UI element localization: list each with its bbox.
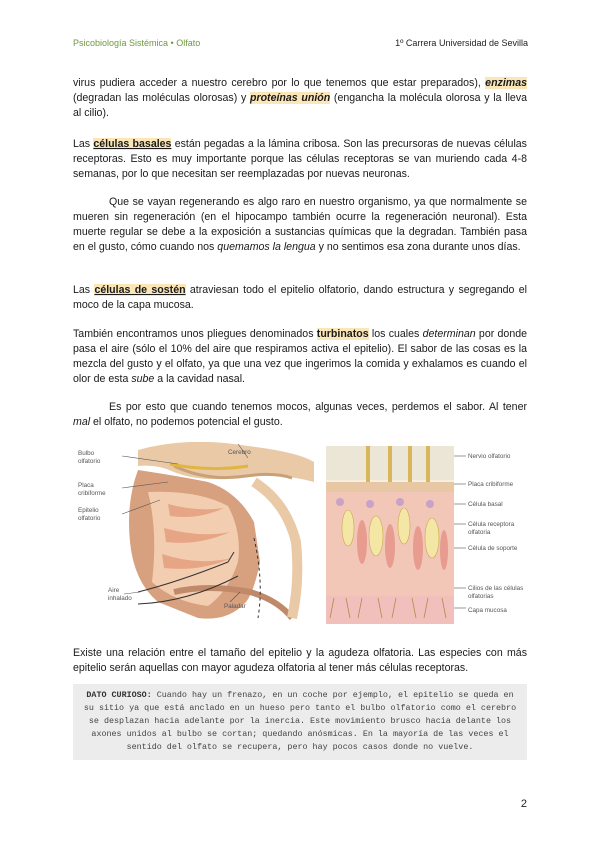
term-proteinas-union: proteínas unión — [249, 92, 331, 104]
callout-label: DATO CURIOSO: — [86, 690, 152, 700]
label-cilios-1: Cilios de las células — [468, 585, 524, 592]
paragraph-celulas-basales: Las células basales están pegadas a la lámina cribosa. Son las precursoras de nuevas células receptoras. Esto es muy importante porque las células receptoras se van muriendo cada 4-8 semanas, por lo que necesitan ser reemplazadas por nuevas neuronas. — [73, 138, 527, 180]
olfactory-anatomy-figure — [78, 442, 530, 628]
label-basal: Célula basal — [468, 501, 503, 508]
label-bulbo-1: Bulbo — [78, 450, 95, 457]
label-receptora-2: olfatoria — [468, 529, 491, 536]
label-nervio: Nervio olfatorio — [468, 453, 511, 460]
label-placa-right: Placa cribiforme — [468, 481, 514, 488]
header-course: 1º Carrera Universidad de Sevilla — [395, 38, 528, 48]
epithelium-illustration — [326, 446, 466, 624]
paragraph-mocos: Es por esto que cuando tenemos mocos, algunas veces, perdemos el sabor. Al tener mal el olfato, no podemos potencial el gusto. — [73, 401, 527, 428]
term-quemamos-lengua: quemamos la lengua — [217, 241, 316, 253]
page-header — [73, 38, 528, 48]
paragraph-enzimas: virus pudiera acceder a nuestro cerebro por lo que tenemos que estar preparados), enzimas (degradan las moléculas olorosas) y proteínas unión (engancha la molécula olorosa y la lleva al cilio). — [73, 77, 528, 119]
term-sube: sube — [131, 373, 155, 385]
label-placa-1: Placa — [78, 482, 94, 489]
label-capa: Capa mucosa — [468, 607, 507, 614]
right-figure-labels — [468, 453, 523, 614]
page-number: 2 — [520, 798, 527, 810]
header-title: Psicobiología Sistémica • Olfato — [73, 38, 201, 48]
paragraph-regeneracion: Que se vayan regenerando es algo raro en nuestro organismo, ya que normalmente se mueren sin regeneración (en el hipocampo también ocurre la regeneración neuronal). Esta muerte regular se debe a la exposición a sustancias químicas que la degradan. También pasa en el gusto, cómo cuando nos quemamos la lengua y no sentimos esa zona durante unos días. — [73, 196, 527, 253]
label-aire-1: Aire — [108, 587, 120, 594]
term-enzimas: enzimas — [485, 77, 527, 89]
paragraph-agudeza: Existe una relación entre el tamaño del epitelio y la agudeza olfatoria. Las especies con más epitelio serán aquellas con mayor agudeza olfatoria al tener más células receptoras. — [73, 647, 527, 674]
label-cerebro: Cerebro — [228, 449, 251, 456]
term-celulas-sosten: células de sostén — [94, 284, 186, 296]
label-cilios-2: olfatorias — [468, 593, 494, 600]
callout-text: Cuando hay un frenazo, en un coche por ejemplo, el epitelio se queda en su sitio ya que está anclado en un hueso pero tanto el bulbo olfatorio como el cerebro se desplazan hacia adelante por la inercia. Este movimiento brusco hacia delante los axones unidos al bulbo se cortan; quedando anósmicas. En la mayoría de las veces el sentido del olfato se recupera, pero hay pocos casos donde no vuelve. — [83, 690, 517, 752]
label-aire-2: inhalado — [108, 595, 132, 602]
nasal-cavity-illustration — [122, 442, 314, 628]
label-soporte: Célula de soporte — [468, 545, 518, 552]
term-celulas-basales: células basales — [93, 138, 172, 150]
label-epitelio-1: Epitelio — [78, 507, 99, 514]
label-bulbo-2: olfatorio — [78, 458, 101, 465]
label-epitelio-2: olfatorio — [78, 515, 101, 522]
term-mal: mal — [73, 416, 91, 428]
paragraph-celulas-sosten: Las células de sostén atraviesan todo el epitelio olfatorio, dando estructura y segregando el moco de la capa mucosa. — [73, 284, 527, 311]
term-determinan: determinan — [422, 328, 476, 340]
label-placa-2: cribiforme — [78, 490, 106, 497]
label-receptora-1: Célula receptora — [468, 521, 515, 528]
dato-curioso-callout — [73, 684, 527, 760]
term-turbinatos: turbinatos — [316, 328, 369, 340]
paragraph-turbinatos: También encontramos unos pliegues denominados turbinatos los cuales determinan por donde pasa el aire (sólo el 10% del aire que respiramos activa el epitelio). El sabor de las cosas es la mezcla del gusto y el olfato, ya que una vez que ingerimos la comida y exhalamos es cuando el olor de esta sube a la cavidad nasal. — [73, 328, 527, 385]
label-paladar: Paladar — [224, 603, 246, 610]
